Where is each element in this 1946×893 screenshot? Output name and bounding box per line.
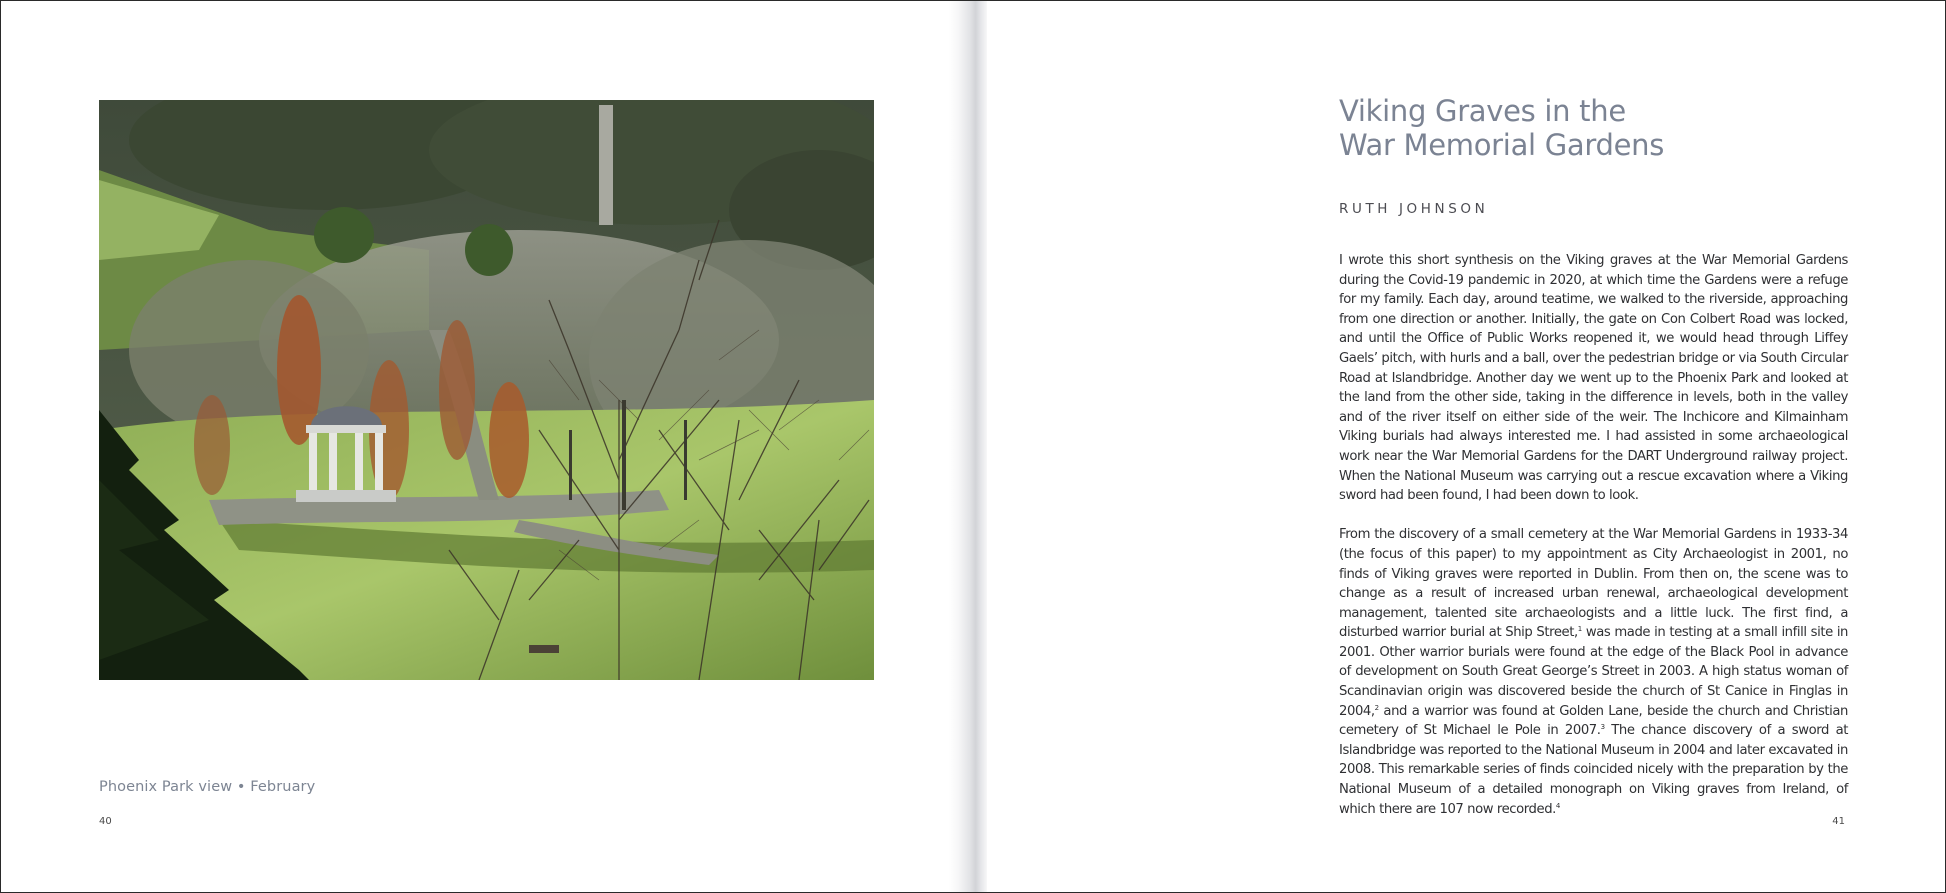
footnote-reference: 3 bbox=[1600, 723, 1605, 732]
footnote-reference: 2 bbox=[1374, 703, 1379, 712]
paragraph: I wrote this short synthesis on the Viking graves at the War Memorial Gardens during the Covid-19 pandemic in 2020, at which time the Gardens were a refuge for my family. Each day, around teatime, we walked to the riverside, approaching from one direction or another. Initially, the gate on Con Colbert Road was locked, and until the Office of Public Works reopened it, we would head through Liffey Gaels’ pitch, with hurls and a ball, over the pedestrian bridge or via South Circular Road at Islandbridge. Another day we went up to the Phoenix Park and looked at the land from the other side, taking in the difference in levels, both in the valley and of the river itself on either side of the weir. The Inchicore and Kilmainham Viking burials had always interested me. I had assisted in some archaeological work near the War Memorial Gardens for the DART Underground railway project. When the National Museum was carrying out a rescue excavation where a Viking sword had been found, I had been down to look. bbox=[1339, 253, 1848, 504]
park-photograph bbox=[99, 100, 874, 680]
page-number-right: 41 bbox=[1832, 816, 1845, 827]
page-number-left: 40 bbox=[99, 816, 112, 827]
chapter-title-line2: War Memorial Gardens bbox=[1339, 128, 1665, 162]
chapter-title bbox=[1339, 94, 1664, 162]
paragraph-text: From the discovery of a small cemetery at the War Memorial Gardens in 1933-34 (the focus of this paper) to my appointment as City Archaeologist in 2001, no finds of Viking graves were reported in Dublin. From then on, the scene was to change as a result of increased urban renewal, archaeological development management, talented site archaeologists and a little luck. The first find, a disturbed warrior burial at Ship Street, bbox=[1339, 527, 1848, 641]
left-page bbox=[1, 1, 966, 892]
paragraph-text: and a warrior was found at Golden Lane, beside the church and Christian cemetery of St Michael le Pole in 2007. bbox=[1339, 703, 1848, 739]
chapter-body bbox=[1339, 251, 1848, 839]
paragraph-text: The chance discovery of a sword at Islandbridge was reported to the National Museum in 2004 and later excavated in 2008. This remarkable series of finds coincided nicely with the preparation by the National Museum of a detailed monograph on Viking graves from Ireland, of which there are 107 now recorded. bbox=[1339, 723, 1848, 817]
footnote-reference: 1 bbox=[1577, 625, 1582, 634]
paragraph-text: was made in testing at a small infill site in 2001. Other warrior burials were found at the edge of the Black Pool in advance of development on South Great George’s Street in 2003. A high status woman of Scandinavian origin was discovered beside the church of St Canice in Finglas in 2004, bbox=[1339, 625, 1848, 719]
park-photograph-image bbox=[99, 100, 874, 680]
footnote-reference: 4 bbox=[1555, 801, 1560, 810]
chapter-title-line1: Viking Graves in the bbox=[1339, 94, 1626, 128]
paragraph bbox=[1339, 525, 1848, 819]
right-page bbox=[966, 1, 1945, 892]
photo-caption: Phoenix Park view • February bbox=[99, 779, 316, 795]
author-name: RUTH JOHNSON bbox=[1339, 201, 1489, 217]
